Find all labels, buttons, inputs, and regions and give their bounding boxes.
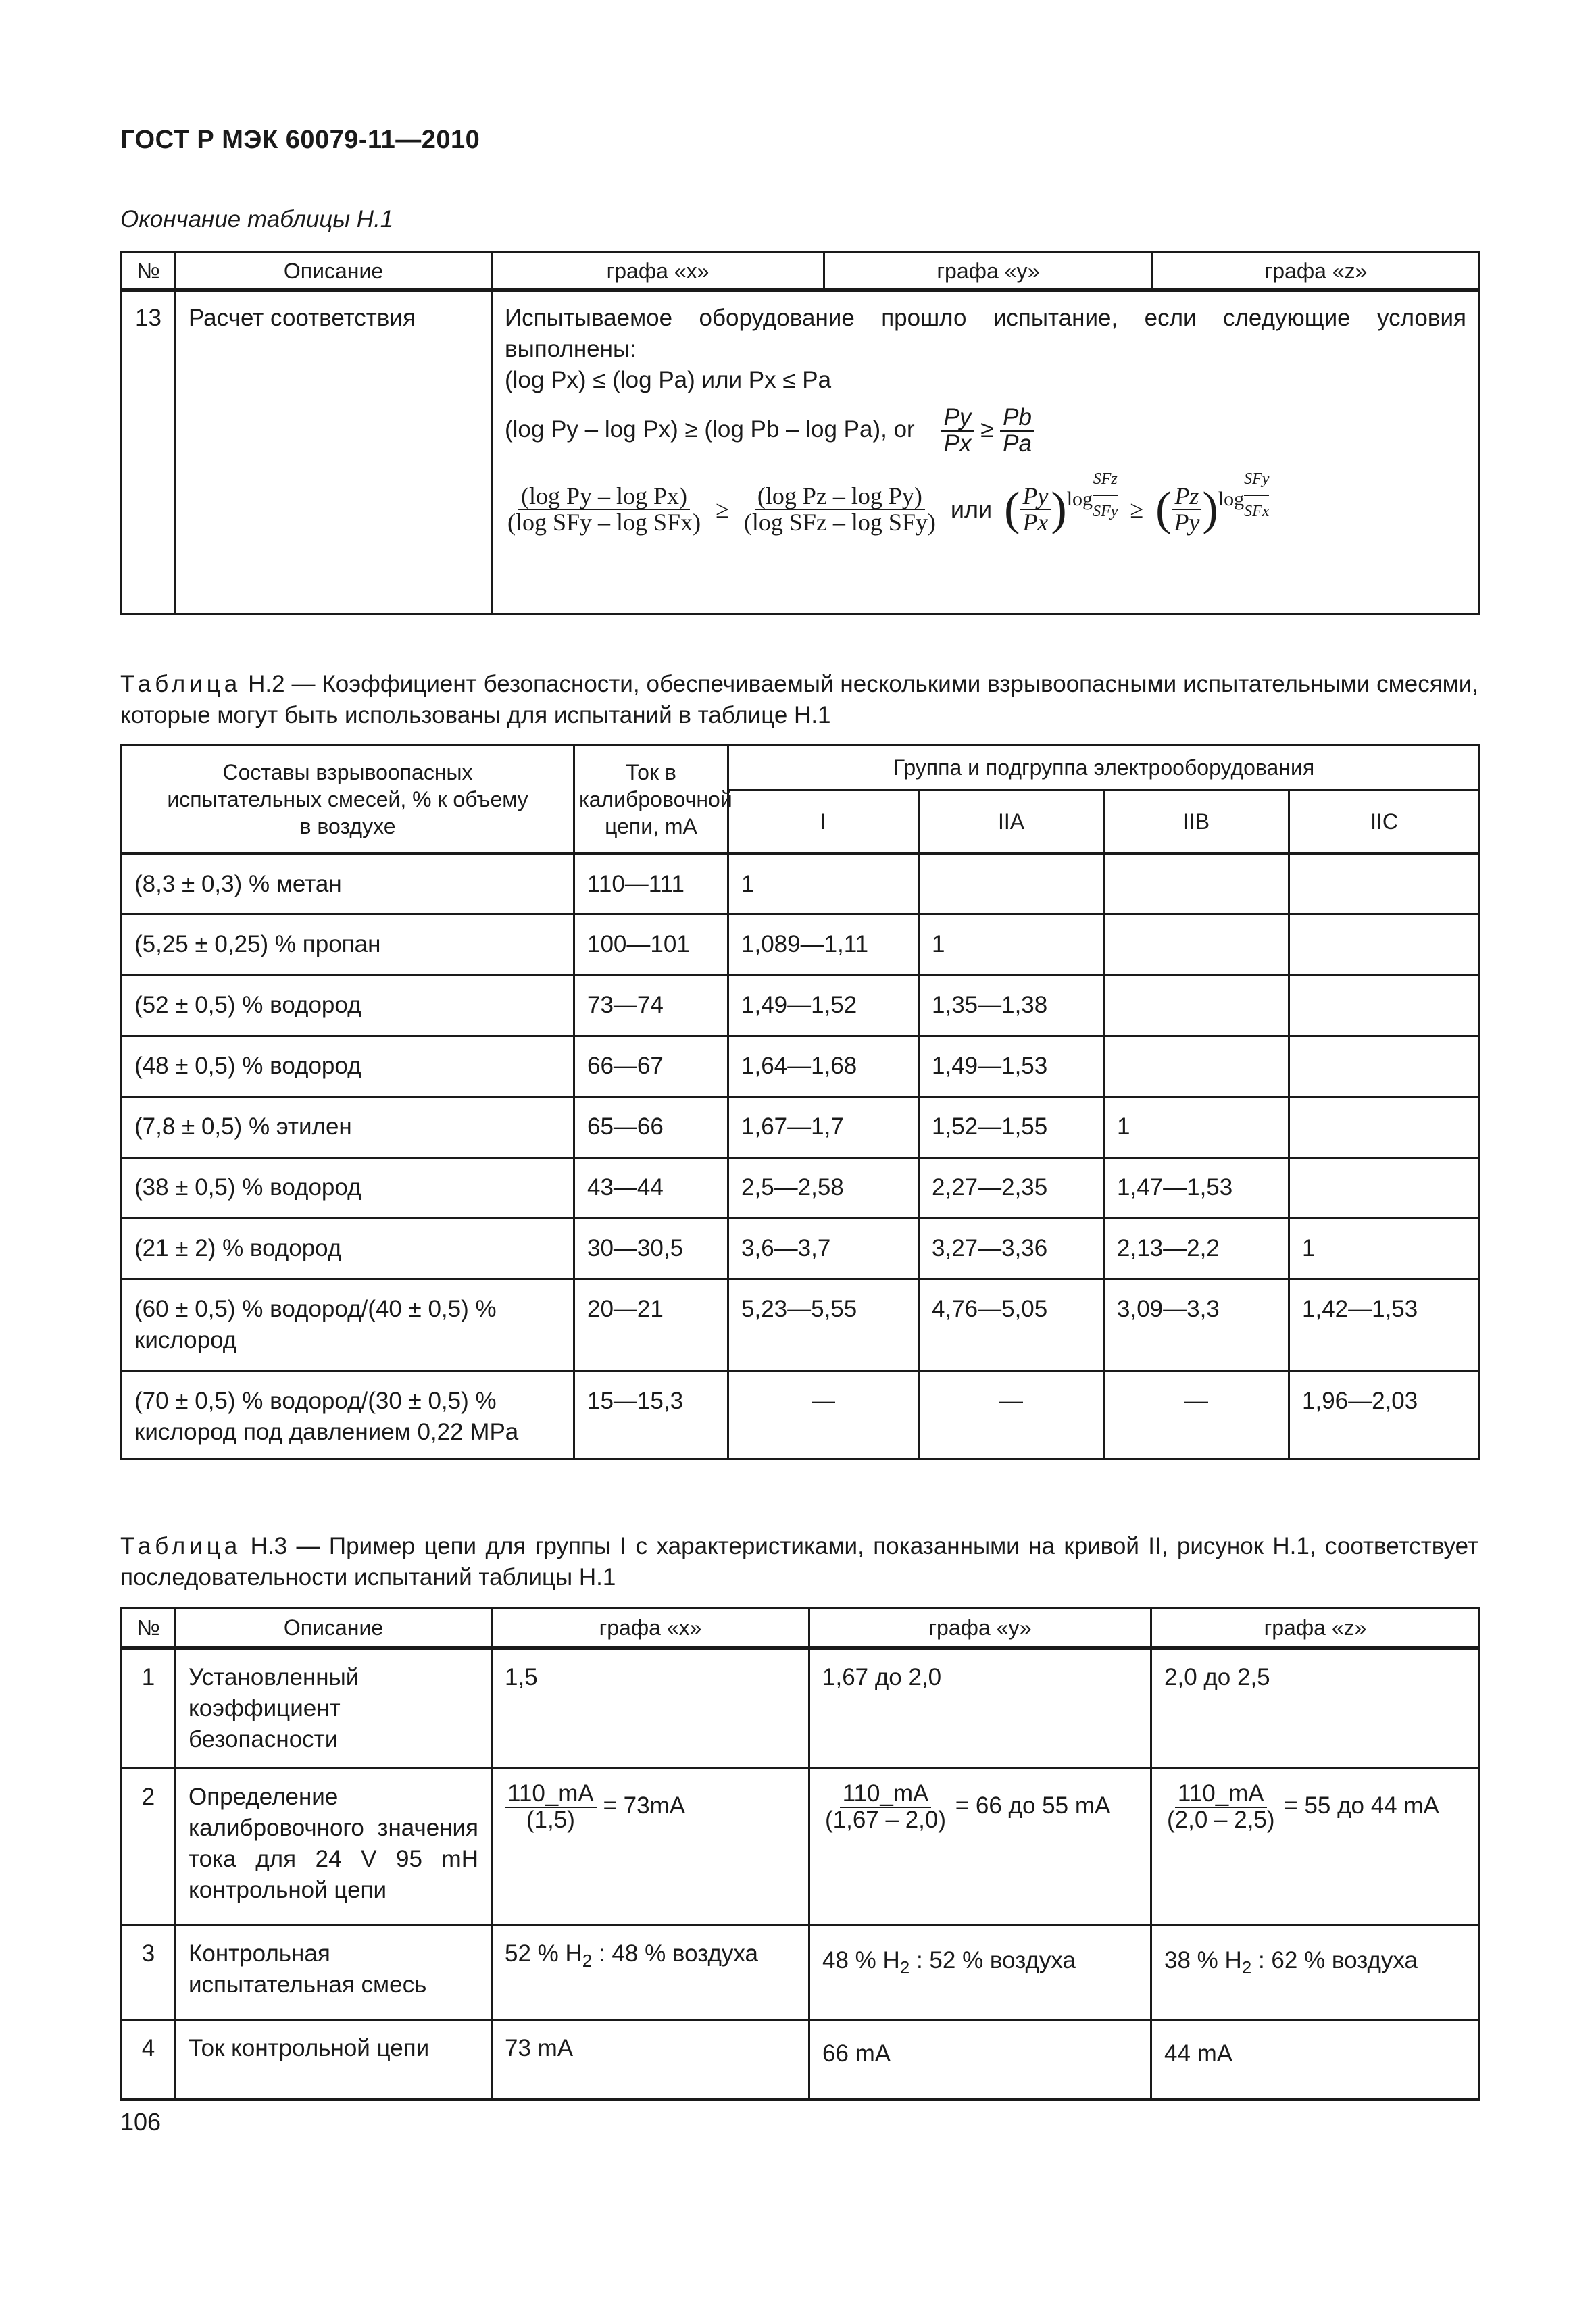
group-iia-cell: 1,49—1,53 (919, 1036, 1104, 1097)
table-row (122, 1649, 1480, 1769)
inequality-sign: ≥ (980, 416, 994, 443)
group-iia-cell: — (919, 1372, 1104, 1459)
table-row (122, 1158, 1480, 1219)
mix-cell: (38 ± 0,5) % водород (122, 1158, 574, 1219)
table3-col-y: графа «у» (809, 1608, 1151, 1649)
group-i-cell: 1 (728, 854, 919, 915)
x-cell: 1,5 (492, 1649, 809, 1769)
group-iia-cell: 3,27—3,36 (919, 1219, 1104, 1280)
right-paren: ) (1202, 483, 1218, 536)
table2-col-iib: IIB (1104, 790, 1289, 854)
row-number: 2 (122, 1769, 176, 1926)
compliance-conditions (492, 291, 1480, 615)
power-expression-2 (1155, 470, 1270, 536)
table3-col-x: графа «х» (492, 1608, 809, 1649)
current-cell: 66—67 (574, 1036, 728, 1097)
table2 (120, 744, 1480, 1460)
table2-header-row-1 (122, 745, 1480, 790)
group-i-cell: — (728, 1372, 919, 1459)
fraction-py-px (941, 405, 974, 457)
fraction-denominator: Px (1022, 509, 1049, 536)
group-i-cell: 2,5—2,58 (728, 1158, 919, 1219)
fraction-py-px (1020, 484, 1051, 536)
document-header: ГОСТ Р МЭК 60079-11—2010 (120, 126, 480, 154)
row-number: 13 (122, 291, 176, 615)
z-cell (1151, 1926, 1480, 2020)
y-cell (809, 1769, 1151, 1926)
group-iib-cell: 1,47—1,53 (1104, 1158, 1289, 1219)
fraction-numerator: (log Pz – log Py) (755, 484, 925, 511)
group-i-cell: 1,67—1,7 (728, 1097, 919, 1158)
mix-part-a: 52 % H (505, 1940, 582, 1967)
fraction-denominator: (log SFy – log SFx) (507, 509, 701, 536)
group-iia-cell: 1,52—1,55 (919, 1097, 1104, 1158)
row-description: Контрольная испытательная смесь (176, 1926, 492, 2020)
mix-cell: (48 ± 0,5) % водород (122, 1036, 574, 1097)
mix-cell: (21 ± 2) % водород (122, 1219, 574, 1280)
z-cell: 2,0 до 2,5 (1151, 1649, 1480, 1769)
table-row (122, 915, 1480, 976)
inequality-sign: ≥ (716, 496, 729, 524)
group-i-cell: 5,23—5,55 (728, 1280, 919, 1372)
fraction-numerator: SFy (1244, 463, 1269, 496)
group-i-cell: 1,089—1,11 (728, 915, 919, 976)
table-row (122, 2020, 1480, 2100)
group-iib-cell: 3,09—3,3 (1104, 1280, 1289, 1372)
table-row (122, 1219, 1480, 1280)
table3-col-num: № (122, 1608, 176, 1649)
condition-2 (505, 405, 1466, 457)
fraction-numerator: 110_mA (840, 1782, 932, 1808)
group-iic-cell (1289, 915, 1480, 976)
exponent-log: log (1066, 487, 1093, 510)
mix-cell: (5,25 ± 0,25) % пропан (122, 915, 574, 976)
table-row (122, 1036, 1480, 1097)
right-paren: ) (1051, 483, 1067, 536)
table3-caption-text: Н.3 — Пример цепи для группы I с характеристиками, показанными на кривой II, рисунок Н.1, соответствует последовательности испытаний таблицы Н.1 (120, 1533, 1478, 1590)
current-cell: 73—74 (574, 976, 728, 1036)
table3-caption (120, 1531, 1478, 1593)
group-iia-cell: 1 (919, 915, 1104, 976)
current-cell: 30—30,5 (574, 1219, 728, 1280)
mix-cell: (7,8 ± 0,5) % этилен (122, 1097, 574, 1158)
condition-3-formula (505, 470, 1466, 536)
y-cell: 66 mA (809, 2020, 1151, 2100)
x-cell (492, 1926, 809, 2020)
table3-col-z: графа «z» (1151, 1608, 1480, 1649)
fraction-result: = 73mA (603, 1792, 686, 1819)
group-iib-cell (1104, 854, 1289, 915)
current-fraction (505, 1782, 597, 1833)
left-paren: ( (1004, 483, 1020, 536)
fraction-denominator: (log SFz – log SFy) (743, 509, 936, 536)
fraction-denominator: (1,5) (526, 1806, 575, 1833)
fraction-denominator: SFy (1093, 502, 1118, 520)
y-cell: 1,67 до 2,0 (809, 1649, 1151, 1769)
group-iic-cell: 1 (1289, 1219, 1480, 1280)
exponent-log: log (1218, 487, 1245, 510)
mix-cell: (8,3 ± 0,3) % метан (122, 854, 574, 915)
group-iia-cell: 2,27—2,35 (919, 1158, 1104, 1219)
group-iib-cell (1104, 1036, 1289, 1097)
current-fraction (822, 1782, 949, 1833)
subscript: 2 (899, 1957, 910, 1978)
fraction-numerator: Py (941, 405, 974, 432)
row-description: Установленный коэффициент безопасности (176, 1649, 492, 1769)
fraction-pz-py (1171, 484, 1202, 536)
table2-col-current: Ток в калибровочной цепи, mA (574, 745, 728, 854)
fraction-numerator: Py (1020, 484, 1051, 511)
group-iib-cell (1104, 976, 1289, 1036)
mix-cell: (60 ± 0,5) % водород/(40 ± 0,5) % кислород (122, 1280, 574, 1372)
fraction-result: = 66 до 55 mA (955, 1792, 1111, 1819)
table2-col-mix: Составы взрывоопасных испытательных смесей, % к объему в воздухе (122, 745, 574, 854)
group-iib-cell (1104, 915, 1289, 976)
table1-col-desc: Описание (176, 253, 492, 291)
table2-caption-text: Н.2 — Коэффициент безопасности, обеспечиваемый несколькими взрывоопасными испытательными смесями, которые могут быть использованы для испытаний в таблице Н.1 (120, 671, 1478, 728)
fraction-numerator: Pb (1000, 405, 1034, 432)
fraction-denominator: SFx (1244, 502, 1270, 520)
subscript: 2 (582, 1951, 593, 1971)
z-cell: 44 mA (1151, 2020, 1480, 2100)
group-iic-cell (1289, 1036, 1480, 1097)
table3-caption-label: Таблица (120, 1533, 242, 1559)
group-iib-cell: 1 (1104, 1097, 1289, 1158)
left-paren: ( (1155, 483, 1172, 536)
current-cell: 43—44 (574, 1158, 728, 1219)
fraction-denominator: Pa (1003, 430, 1032, 457)
condition-text: Испытываемое оборудование прошло испытание, если следующие условия выполнены: (505, 305, 1466, 362)
fraction-numerator: SFz (1093, 463, 1118, 496)
fraction-result: = 55 до 44 mA (1284, 1792, 1439, 1819)
group-iic-cell: 1,42—1,53 (1289, 1280, 1480, 1372)
group-iic-cell (1289, 1158, 1480, 1219)
table2-col-i: I (728, 790, 919, 854)
mix-cell: (52 ± 0,5) % водород (122, 976, 574, 1036)
fraction-denominator: Py (1174, 509, 1200, 536)
table3-col-desc: Описание (176, 1608, 492, 1649)
table1-caption: Окончание таблицы Н.1 (120, 206, 394, 232)
fraction-pb-pa (1000, 405, 1034, 457)
inequality-sign: ≥ (1130, 496, 1144, 524)
table1-col-y: графа «у» (824, 253, 1153, 291)
fraction-numerator: 110_mA (505, 1782, 597, 1808)
row-number: 1 (122, 1649, 176, 1769)
fraction-numerator: (log Py – log Px) (518, 484, 690, 511)
fraction-log-p-x-y (505, 484, 703, 536)
mix-cell: (70 ± 0,5) % водород/(30 ± 0,5) % кислород под давлением 0,22 MPa (122, 1372, 574, 1459)
table2-col-iic: IIC (1289, 790, 1480, 854)
group-i-cell: 1,64—1,68 (728, 1036, 919, 1097)
subscript: 2 (1241, 1957, 1252, 1978)
fraction-numerator: Pz (1172, 484, 1201, 511)
x-cell: 73 mA (492, 2020, 809, 2100)
table-row (122, 1372, 1480, 1459)
group-iic-cell (1289, 976, 1480, 1036)
group-iia-cell: 1,35—1,38 (919, 976, 1104, 1036)
mix-part-b: : 48 % воздуха (598, 1940, 758, 1967)
table-row (122, 291, 1480, 615)
group-iia-cell (919, 854, 1104, 915)
mix-part-a: 48 % H (822, 1947, 900, 1973)
exponent-fraction (1093, 463, 1118, 527)
table-row (122, 1280, 1480, 1372)
current-cell: 100—101 (574, 915, 728, 976)
exponent-fraction (1244, 463, 1269, 527)
table-row (122, 1769, 1480, 1926)
mix-part-a: 38 % H (1164, 1947, 1242, 1973)
table3-header-row (122, 1608, 1480, 1649)
current-cell: 20—21 (574, 1280, 728, 1372)
fraction-denominator: (2,0 – 2,5) (1167, 1806, 1275, 1833)
fraction-log-p-y-z (741, 484, 939, 536)
z-cell (1151, 1769, 1480, 1926)
group-iib-cell: — (1104, 1372, 1289, 1459)
table2-col-group: Группа и подгруппа электрооборудования (728, 745, 1480, 790)
group-iia-cell: 4,76—5,05 (919, 1280, 1104, 1372)
x-cell (492, 1769, 809, 1926)
table1-col-x: графа «х» (492, 253, 824, 291)
group-iic-cell (1289, 854, 1480, 915)
page-number: 106 (120, 2108, 161, 2136)
table1-col-z: графа «z» (1153, 253, 1480, 291)
group-iic-cell (1289, 1097, 1480, 1158)
mix-part-b: : 52 % воздуха (916, 1947, 1076, 1973)
table3 (120, 1607, 1480, 2101)
row-description: Ток контрольной цепи (176, 2020, 492, 2100)
fraction-denominator: (1,67 – 2,0) (825, 1806, 946, 1833)
table1-header-row (122, 253, 1480, 291)
table2-caption (120, 669, 1478, 731)
table-row (122, 1926, 1480, 2020)
current-fraction (1164, 1782, 1278, 1833)
condition-2-text: (log Py – log Px) ≥ (log Pb – log Pa), or (505, 416, 915, 443)
current-cell: 15—15,3 (574, 1372, 728, 1459)
group-iic-cell: 1,96—2,03 (1289, 1372, 1480, 1459)
table-row (122, 976, 1480, 1036)
table2-col-iia: IIA (919, 790, 1104, 854)
table1 (120, 251, 1480, 615)
group-iib-cell: 2,13—2,2 (1104, 1219, 1289, 1280)
row-description: Определение калибровочного значения тока для 24 V 95 mH контрольной цепи (176, 1769, 492, 1926)
table-row (122, 854, 1480, 915)
condition-1: (log Px) ≤ (log Pa) или Px ≤ Pa (505, 367, 832, 393)
row-number: 4 (122, 2020, 176, 2100)
or-word: или (950, 495, 993, 524)
y-cell (809, 1926, 1151, 2020)
fraction-numerator: 110_mA (1175, 1782, 1267, 1808)
current-cell: 110—111 (574, 854, 728, 915)
row-description: Расчет соответствия (176, 291, 492, 615)
table1-col-num: № (122, 253, 176, 291)
group-i-cell: 3,6—3,7 (728, 1219, 919, 1280)
table2-caption-label: Таблица (120, 671, 242, 697)
row-number: 3 (122, 1926, 176, 2020)
group-i-cell: 1,49—1,52 (728, 976, 919, 1036)
current-cell: 65—66 (574, 1097, 728, 1158)
fraction-denominator: Px (943, 430, 972, 457)
mix-part-b: : 62 % воздуха (1257, 1947, 1418, 1973)
table-row (122, 1097, 1480, 1158)
power-expression-1 (1004, 470, 1118, 536)
